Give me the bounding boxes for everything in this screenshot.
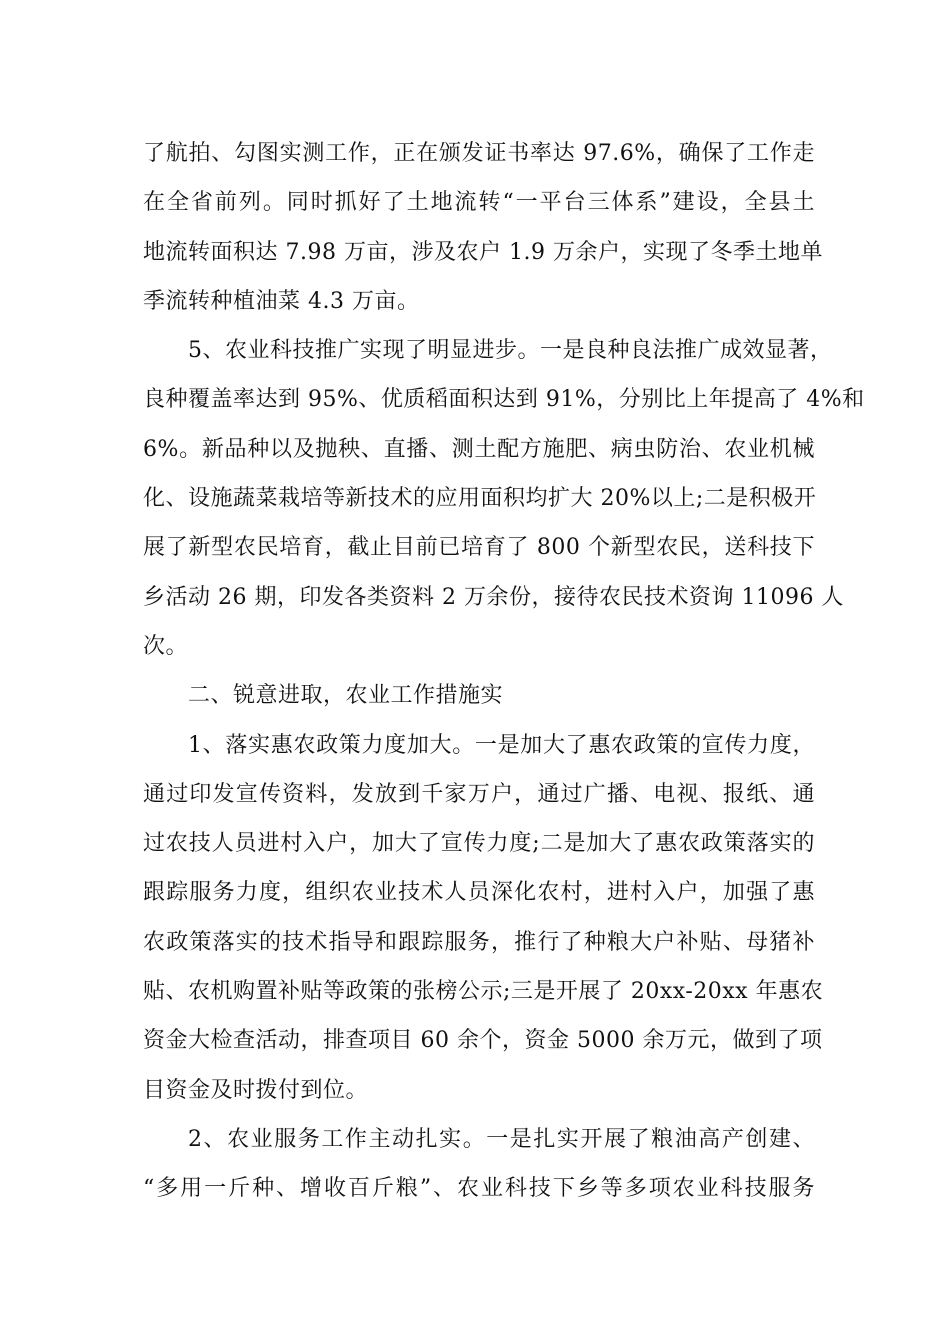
text-line: 目资金及时拨付到位。 bbox=[143, 1077, 369, 1103]
text-line: 贴、农机购置补贴等政策的张榜公示;三是开展了 20xx-20xx 年惠农 bbox=[143, 979, 824, 1005]
paragraph-2-start: 2、农业服务工作主动扎实。一是扎实开展了粮油高产创建、 bbox=[188, 1126, 815, 1152]
text-line: 过农技人员进村入户，加大了宣传力度;二是加大了惠农政策落实的 bbox=[143, 831, 815, 857]
paragraph-5-start: 5、农业科技推广实现了明显进步。一是良种良法推广成效显著， bbox=[188, 338, 833, 364]
paragraph-1-start: 1、落实惠农政策力度加大。一是加大了惠农政策的宣传力度， bbox=[188, 732, 815, 758]
text-line: 乡活动 26 期，印发各类资料 2 万余份，接待农民技术资询 11096 人 bbox=[143, 584, 844, 610]
text-line: 化、设施蔬菜栽培等新技术的应用面积均扩大 20%以上;二是积极开 bbox=[143, 486, 817, 512]
document-body bbox=[143, 129, 865, 1214]
text-line: 通过印发宣传资料，发放到千家万户，通过广播、电视、报纸、通 bbox=[143, 781, 815, 807]
text-line: 季流转种植油菜 4.3 万亩。 bbox=[143, 288, 420, 314]
text-line: 在全省前列。同时抓好了土地流转“一平台三体系”建设，全县土 bbox=[143, 190, 815, 216]
text-line: 良种覆盖率达到 95%、优质稻面积达到 91%，分别比上年提高了 4%和 bbox=[143, 387, 865, 413]
text-line: 地流转面积达 7.98 万亩，涉及农户 1.9 万余户，实现了冬季土地单 bbox=[143, 239, 823, 265]
text-line: 展了新型农民培育，截止目前已培育了 800 个新型农民，送科技下 bbox=[143, 535, 815, 561]
text-line: 农政策落实的技术指导和跟踪服务，推行了种粮大户补贴、母猪补 bbox=[143, 929, 815, 955]
text-line: 跟踪服务力度，组织农业技术人员深化农村，进村入户，加强了惠 bbox=[143, 880, 815, 906]
text-line: 6%。新品种以及抛秧、直播、测土配方施肥、病虫防治、农业机械 bbox=[143, 436, 815, 462]
section-heading: 二、锐意进取，农业工作措施实 bbox=[188, 683, 504, 709]
text-line: “多用一斤种、增收百斤粮”、农业科技下乡等多项农业科技服务 bbox=[143, 1176, 815, 1202]
text-line: 了航拍、勾图实测工作，正在颁发证书率达 97.6%，确保了工作走 bbox=[143, 141, 815, 166]
text-line: 次。 bbox=[143, 633, 189, 659]
text-line: 资金大检查活动，排查项目 60 余个，资金 5000 余万元，做到了项 bbox=[143, 1028, 823, 1054]
